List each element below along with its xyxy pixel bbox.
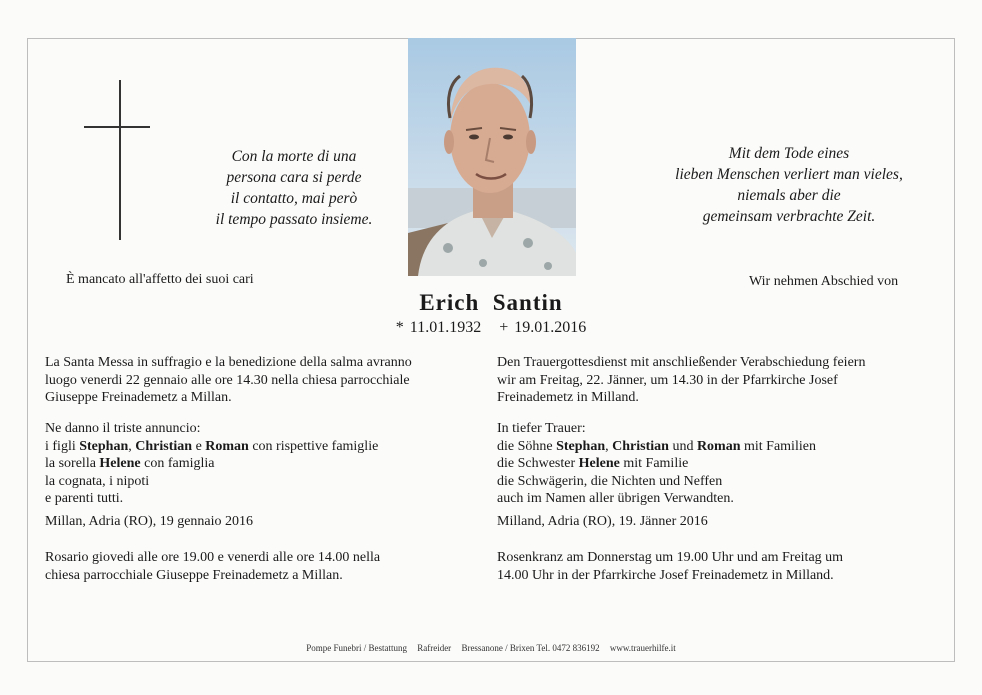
life-dates: * 11.01.1932 + 19.01.2016 <box>395 319 587 336</box>
rosary-it: Rosario giovedi alle ore 19.00 e venerdi alle ore 14.00 nella chiesa parrocchiale Giuseppe Freinademetz a Millan. <box>45 550 381 583</box>
mass-text-de: Den Trauergottesdienst mit anschließender Verabschiedung feiern wir am Freitag, 22. Jänner, um 14.30 in der Pfarrkirche Josef Freinademetz in Milland. <box>497 355 866 405</box>
rosary-de: Rosenkranz am Donnerstag um 19.00 Uhr und am Freitag um 14.00 Uhr in der Pfarrkirche Josef Freinademetz in Milland. <box>497 550 844 583</box>
mourners-it: Ne danno il triste annuncio: i figli Stephan, Christian e Roman con rispettive famiglie la sorella Helene con famiglia la cognata, i nipoti e parenti tutti. <box>45 421 379 506</box>
portrait-photo <box>408 38 576 276</box>
place-date-de: Milland, Adria (RO), 19. Jänner 2016 <box>497 514 708 529</box>
intro-german: Wir nehmen Abschied von <box>749 274 899 289</box>
intro-italian: È mancato all'affetto dei suoi cari <box>66 272 254 287</box>
place-date-it: Millan, Adria (RO), 19 gennaio 2016 <box>45 514 254 529</box>
deceased-name: Erich Santin <box>419 290 563 315</box>
mass-text-it: La Santa Messa in suffragio e la benedizione della salma avranno luogo venerdi 22 gennaio alle ore 14.30 nella chiesa parrocchiale Giuseppe Freinademetz a Millan. <box>45 355 412 405</box>
verse-german: Mit dem Tode eines lieben Menschen verliert man vieles, niemals aber die gemeinsam verbrachte Zeit. <box>675 145 903 225</box>
funeral-home-footer: Pompe Funebri / Bestattung Rafreider Bressanone / Brixen Tel. 0472 836192 www.trauerhilfe.it <box>306 643 676 653</box>
mourners-de: In tiefer Trauer: die Söhne Stephan, Christian und Roman mit Familien die Schwester Helene mit Familie die Schwägerin, die Nichten und Neffen auch im Namen aller übrigen Verwandten. <box>497 421 816 506</box>
verse-italian: Con la morte di una persona cara si perde il contatto, mai però il tempo passato insieme. <box>215 148 373 228</box>
website-link[interactable]: www.trauerhilfe.it <box>609 643 676 653</box>
